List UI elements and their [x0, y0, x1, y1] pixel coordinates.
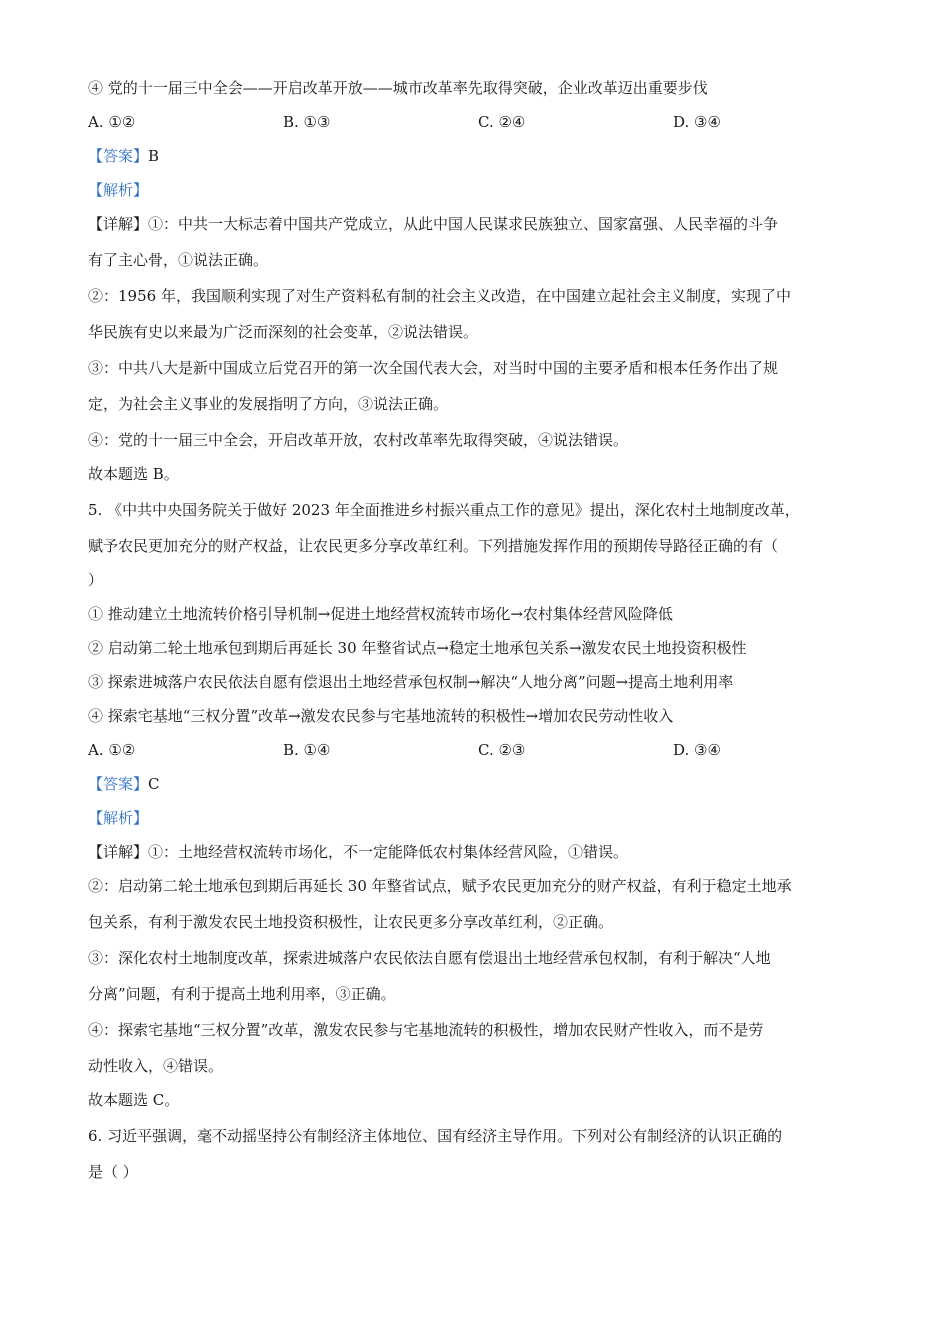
q4-option-b: B. ①③ — [283, 113, 331, 131]
q4-detail-2b: 华民族有史以来最为广泛而深刻的社会变革，②说法错误。 — [88, 323, 479, 341]
q5-stem-c: ） — [88, 571, 104, 589]
detail-text: ①：中共一大标志着中国共产党成立，从此中国人民谋求民族独立、国家富强、人民幸福的斗争 — [148, 215, 779, 233]
q4-option-a: A. ①② — [88, 113, 136, 131]
q5-option-a: A. ①② — [88, 741, 136, 759]
q4-option-d: D. ③④ — [673, 113, 721, 131]
q4-detail-3a: ③：中共八大是新中国成立后党召开的第一次全国代表大会，对当时中国的主要矛盾和根本任务作出了规 — [88, 359, 779, 377]
q5-stem-b: 赋予农民更加充分的财产权益，让农民更多分享改革红利。下列措施发挥作用的预期传导路径正确的有（ — [88, 537, 779, 555]
q4-analysis-heading — [88, 180, 868, 200]
q5-conclusion: 故本题选 C。 — [88, 1091, 180, 1109]
document-page — [88, 78, 868, 1182]
q5-option-b: B. ①④ — [283, 741, 331, 759]
answer-tag: 【答案】 — [88, 775, 149, 793]
q4-detail-1a — [88, 214, 868, 234]
q4-options — [88, 112, 868, 132]
q4-item-4: ④ 党的十一届三中全会——开启改革开放——城市改革率先取得突破，企业改革迈出重要步伐 — [88, 79, 708, 97]
detail-text: ①：土地经营权流转市场化，不一定能降低农村集体经营风险，①错误。 — [148, 843, 629, 861]
answer-tag: 【答案】 — [88, 147, 149, 165]
q6-stem-b: 是（ ） — [88, 1163, 138, 1181]
q4-option-c: C. ②④ — [478, 113, 526, 131]
q5-detail-4b: 动性收入，④错误。 — [88, 1057, 224, 1075]
q4-detail-2a: ②：1956 年，我国顺利实现了对生产资料私有制的社会主义改造，在中国建立起社会主义制度，实现了中 — [88, 287, 791, 305]
q5-item-4: ④ 探索宅基地“三权分置”改革→激发农民参与宅基地流转的积极性→增加农民劳动性收入 — [88, 707, 674, 725]
q4-detail-1b: 有了主心骨，①说法正确。 — [88, 251, 269, 269]
q6-stem-a: 6. 习近平强调，毫不动摇坚持公有制经济主体地位、国有经济主导作用。下列对公有制经济的认识正确的 — [88, 1127, 783, 1145]
q5-detail-3b: 分离”问题，有利于提高土地利用率，③正确。 — [88, 985, 396, 1003]
q5-option-c: C. ②③ — [478, 741, 526, 759]
q5-analysis-heading — [88, 808, 868, 828]
q5-detail-4a: ④：探索宅基地“三权分置”改革，激发农民参与宅基地流转的积极性，增加农民财产性收入，而不是劳 — [88, 1021, 764, 1039]
q5-options — [88, 740, 868, 760]
q4-detail-4: ④：党的十一届三中全会，开启改革开放，农村改革率先取得突破，④说法错误。 — [88, 431, 629, 449]
answer-value: B — [148, 147, 160, 165]
q5-detail-2b: 包关系，有利于激发农民土地投资积极性，让农民更多分享改革红利，②正确。 — [88, 913, 614, 931]
q5-item-1: ① 推动建立土地流转价格引导机制→促进土地经营权流转市场化→农村集体经营风险降低 — [88, 605, 673, 623]
q4-conclusion: 故本题选 B。 — [88, 465, 179, 483]
q5-item-3: ③ 探索进城落户农民依法自愿有偿退出土地经营承包权制→解决“人地分离”问题→提高土地利用率 — [88, 673, 734, 691]
q5-detail-1 — [88, 842, 868, 862]
q4-detail-3b: 定，为社会主义事业的发展指明了方向，③说法正确。 — [88, 395, 449, 413]
q5-detail-3a: ③：深化农村土地制度改革，探索进城落户农民依法自愿有偿退出土地经营承包权制，有利于解决“人地 — [88, 949, 771, 967]
q5-option-d: D. ③④ — [673, 741, 721, 759]
q5-stem-a: 5. 《中共中央国务院关于做好 2023 年全面推进乡村振兴重点工作的意见》提出，深化农村土地制度改革， — [88, 501, 800, 519]
q5-item-2: ② 启动第二轮土地承包到期后再延长 30 年整省试点→稳定土地承包关系→激发农民土地投资积极性 — [88, 639, 747, 657]
analysis-tag: 【解析】 — [88, 809, 149, 827]
q4-answer — [88, 146, 868, 166]
detail-tag: 【详解】 — [88, 215, 149, 233]
answer-value: C — [148, 775, 160, 793]
q5-answer — [88, 774, 868, 794]
analysis-tag: 【解析】 — [88, 181, 149, 199]
detail-tag: 【详解】 — [88, 843, 149, 861]
q5-detail-2a: ②：启动第二轮土地承包到期后再延长 30 年整省试点，赋予农民更加充分的财产权益，有利于稳定土地承 — [88, 877, 792, 895]
